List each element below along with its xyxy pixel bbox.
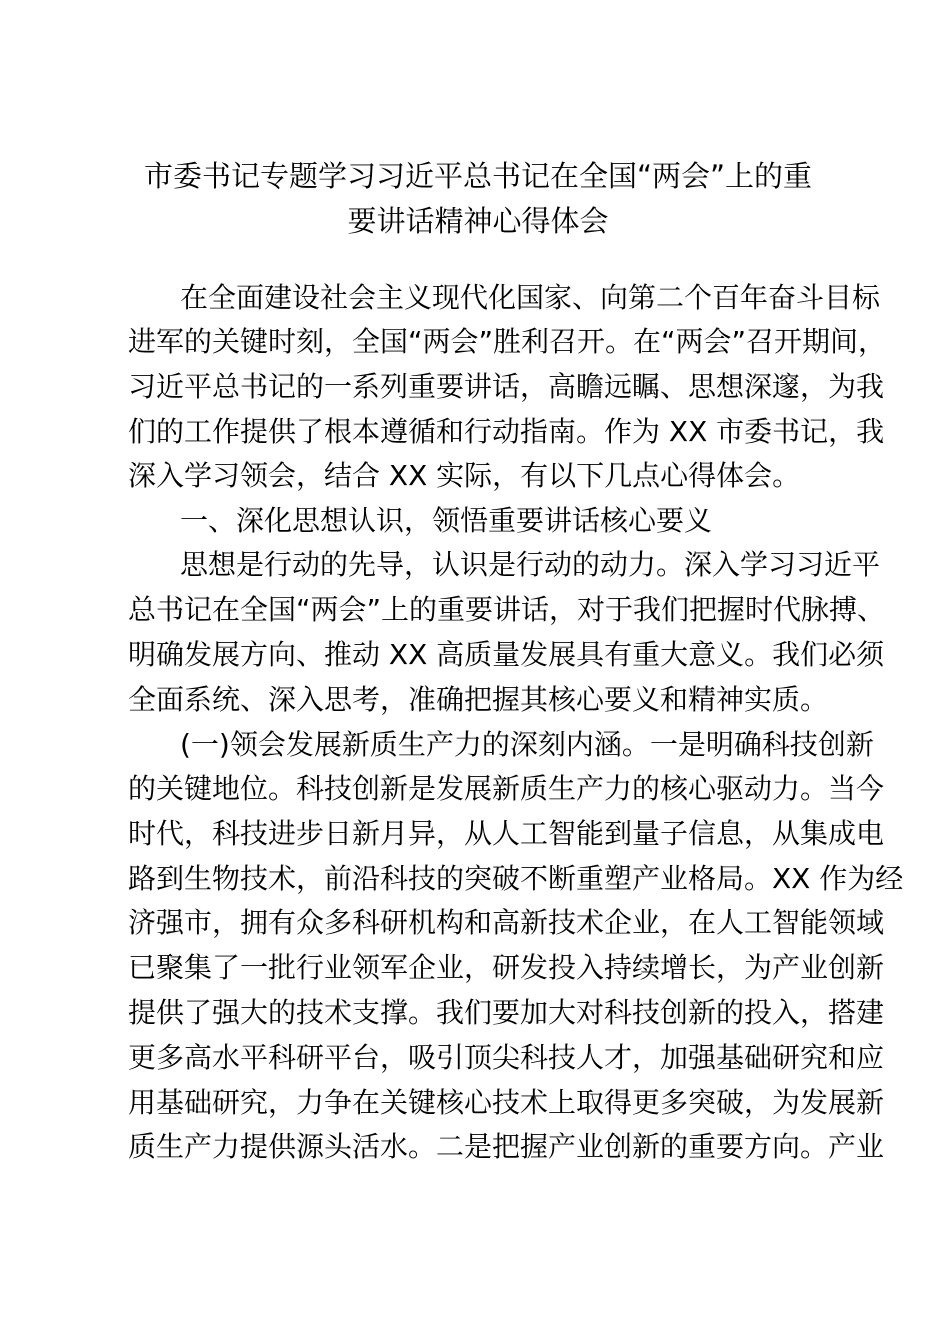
body-line: 质生产力提供源头活水。二是把握产业创新的重要方向。产业 (128, 1130, 885, 1163)
body-line: 用基础研究，力争在关键核心技术上取得更多突破，为发展新 (128, 1086, 885, 1119)
body-line: 思想是行动的先导，认识是行动的动力。深入学习习近平 (180, 548, 881, 581)
body-line: (一)领会发展新质生产力的深刻内涵。一是明确科技创新 (180, 728, 874, 761)
body-line: 习近平总书记的一系列重要讲话，高瞻远瞩、思想深邃，为我 (128, 370, 885, 403)
body-line: 提供了强大的技术支撑。我们要加大对科技创新的投入，搭建 (128, 996, 885, 1029)
body-line: 进军的关键时刻，全国“两会”胜利召开。在“两会”召开期间， (128, 325, 887, 358)
document-title-line-2: 要讲话精神心得体会 (347, 204, 609, 238)
body-line: 深入学习领会，结合 XX 实际，有以下几点心得体会。 (128, 459, 801, 492)
section-heading: 一、深化思想认识，领悟重要讲话核心要义 (180, 504, 713, 537)
body-line: 们的工作提供了根本遵循和行动指南。作为 XX 市委书记，我 (128, 415, 885, 448)
body-line: 的关键地位。科技创新是发展新质生产力的核心驱动力。当今 (128, 772, 885, 805)
body-line: 更多高水平科研平台，吸引顶尖科技人才，加强基础研究和应 (128, 1041, 885, 1074)
body-line: 济强市，拥有众多科研机构和高新技术企业，在人工智能领域 (128, 906, 885, 939)
body-line: 明确发展方向、推动 XX 高质量发展具有重大意义。我们必须 (128, 638, 885, 671)
body-line: 路到生物技术，前沿科技的突破不断重塑产业格局。XX 作为经 (128, 862, 904, 895)
body-line: 时代，科技进步日新月异，从人工智能到量子信息，从集成电 (128, 817, 885, 850)
body-line: 已聚集了一批行业领军企业，研发投入持续增长，为产业创新 (128, 951, 885, 984)
body-line: 全面系统、深入思考，准确把握其核心要义和精神实质。 (128, 683, 829, 716)
body-line: 总书记在全国“两会”上的重要讲话，对于我们把握时代脉搏、 (128, 593, 886, 626)
document-title-line-1: 市委书记专题学习习近平总书记在全国“两会”上的重 (143, 159, 813, 193)
body-line: 在全面建设社会主义现代化国家、向第二个百年奋斗目标 (180, 281, 881, 314)
